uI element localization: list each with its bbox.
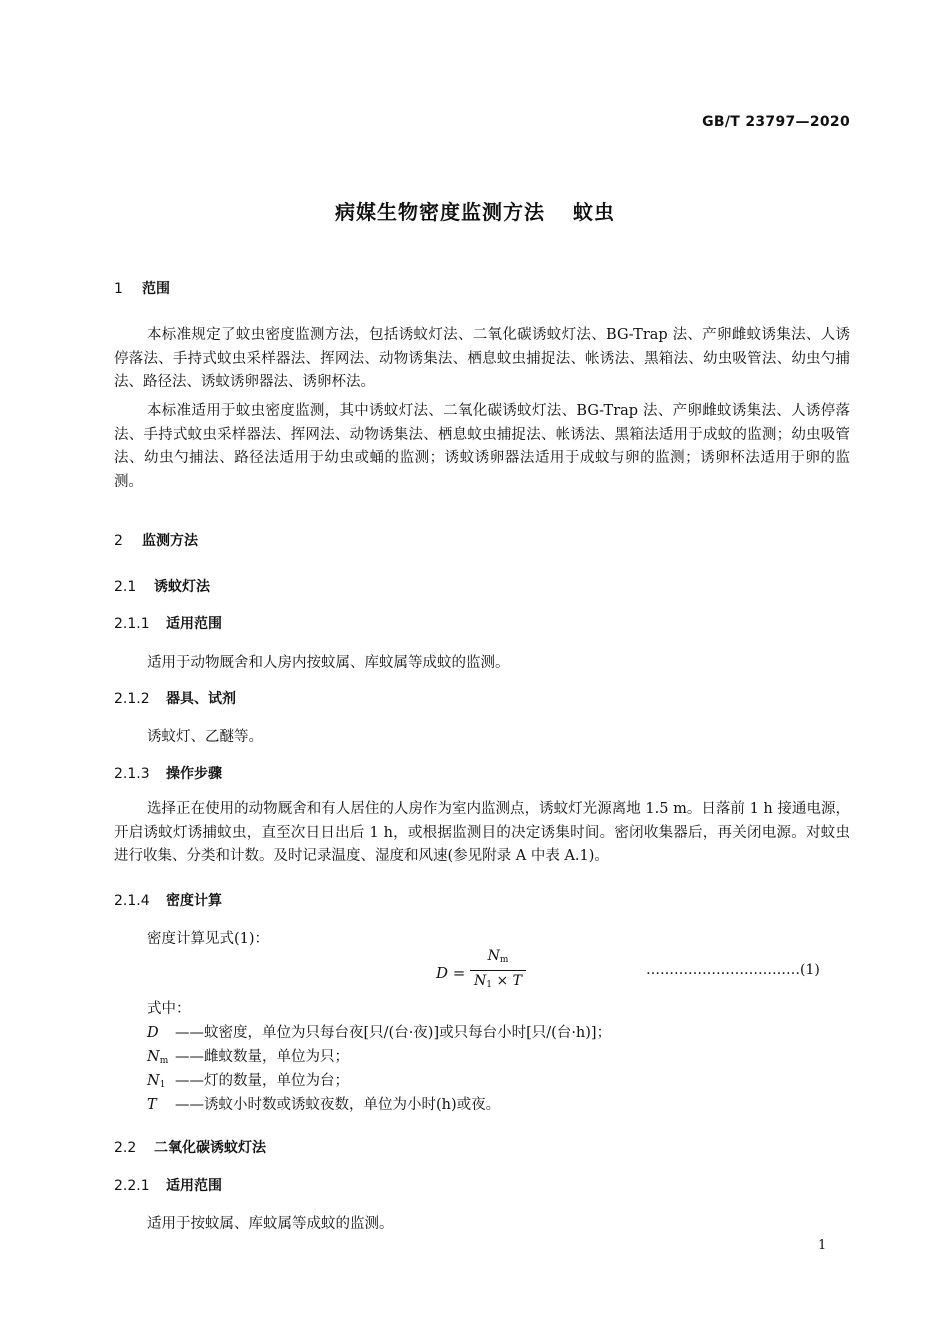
standard-code: GB/T 23797—2020: [702, 114, 850, 130]
formula-numerator: $N_m$: [487, 948, 509, 965]
variable-definition: $N_m$ ——雌蚊数量，单位为只；: [147, 1049, 349, 1066]
title-sub: 蚊虫: [573, 200, 615, 224]
fraction-bar: [470, 970, 526, 971]
procedure-paragraph: 选择正在使用的动物厩舍和有人居住的人房作为室内监测点，诱蚊灯光源离地 1.5 m。日落前 1 h 接通电源，开启诱蚊灯诱捕蚊虫，直至次日日出后 1 h，或根据监测目的决定诱集时间。密闭收集器后，再关闭电源。对蚊虫进行收集、分类和计数。及时记录温度、湿度和风速(参见附录 A 中表 A.1)。: [114, 801, 850, 865]
formula-intro: 密度计算见式(1)：: [147, 931, 270, 947]
heading-section-2-1-2: 2.1.2 器具、试剂: [114, 691, 236, 707]
variable-definition: D ——蚊密度，单位为只每台夜[只/(台·夜)]或只每台小时[只/(台·h)]；: [147, 1025, 612, 1041]
variable-definition: T ——诱蚊小时数或诱蚊夜数，单位为小时(h)或夜。: [147, 1097, 501, 1113]
co2-applicability-text: 适用于按蚊属、库蚊属等成蚊的监测。: [147, 1216, 394, 1232]
heading-section-2-1: 2.1 诱蚊灯法: [114, 579, 210, 595]
heading-section-2-1-4: 2.1.4 密度计算: [114, 893, 222, 909]
title-main: 病媒生物密度监测方法: [335, 200, 545, 224]
page-number: 1: [818, 1238, 827, 1253]
formula-lhs: D =: [436, 964, 466, 982]
heading-section-2-2: 2.2 二氧化碳诱蚊灯法: [114, 1140, 266, 1156]
applicability-text: 适用于动物厩舍和人房内按蚊属、库蚊属等成蚊的监测。: [147, 655, 510, 671]
heading-section-2-2-1: 2.2.1 适用范围: [114, 1178, 222, 1194]
heading-section-2-1-3: 2.1.3 操作步骤: [114, 766, 222, 782]
variable-definition: $N_1$ ——灯的数量，单位为台；: [147, 1073, 349, 1090]
heading-section-2: 2 监测方法: [114, 533, 198, 549]
heading-section-2-1-1: 2.1.1 适用范围: [114, 616, 222, 632]
where-label: 式中：: [147, 1001, 191, 1017]
formula-denominator: $N_1 \times T$: [474, 973, 522, 990]
equation-number: ……………………………(1): [646, 962, 820, 978]
equipment-text: 诱蚊灯、乙醚等。: [147, 729, 263, 745]
document-title: [0, 196, 950, 225]
formula-fraction: [470, 948, 526, 990]
heading-section-1: 1 范围: [114, 281, 170, 297]
scope-paragraph-1: 本标准规定了蚊虫密度监测方法，包括诱蚊灯法、二氧化碳诱蚊灯法、BG-Trap 法、产卵雌蚊诱集法、人诱停落法、手持式蚊虫采样器法、挥网法、动物诱集法、栖息蚊虫捕捉法、帐诱法、黑箱法、幼虫吸管法、幼虫勺捕法、路径法、诱蚊诱卵器法、诱卵杯法。: [114, 327, 850, 391]
scope-paragraph-2: 本标准适用于蚊虫密度监测，其中诱蚊灯法、二氧化碳诱蚊灯法、BG-Trap 法、产卵雌蚊诱集法、人诱停落法、手持式蚊虫采样器法、挥网法、动物诱集法、栖息蚊虫捕捉法、帐诱法、黑箱法适用于成蚊的监测；幼虫吸管法、幼虫勺捕法、路径法适用于幼虫或蛹的监测；诱蚊诱卵器法适用于成蚊与卵的监测；诱卵杯法适用于卵的监测。: [114, 403, 850, 491]
